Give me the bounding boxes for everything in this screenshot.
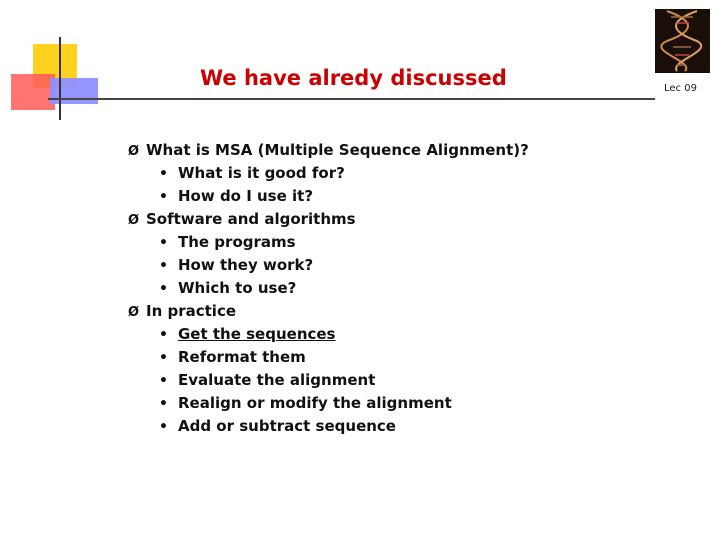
sub-bullet-item xyxy=(128,163,708,186)
round-bullet-icon: • xyxy=(159,419,168,435)
round-bullet-icon: • xyxy=(159,166,168,182)
arrow-bullet-icon: Ø xyxy=(128,305,140,320)
sub-bullet-item xyxy=(128,255,708,278)
sub-bullet-text: How they work? xyxy=(178,256,314,274)
sub-bullet-item xyxy=(128,324,708,347)
round-bullet-icon: • xyxy=(159,373,168,389)
sub-bullet-text: How do I use it? xyxy=(178,187,314,205)
round-bullet-icon: • xyxy=(159,281,168,297)
sub-bullet-item xyxy=(128,393,708,416)
decor-vertical-line xyxy=(59,37,61,120)
sub-bullet-item xyxy=(128,370,708,393)
arrow-bullet-icon: Ø xyxy=(128,144,140,159)
sub-bullet-text: Evaluate the alignment xyxy=(178,371,376,389)
bullet-list xyxy=(128,140,708,439)
dna-helix-logo-icon xyxy=(655,9,710,73)
decor-blue-bar xyxy=(50,78,98,104)
sub-bullet-text: Realign or modify the alignment xyxy=(178,394,452,412)
sub-bullet-text: Get the sequences xyxy=(178,325,336,343)
sub-bullet-item xyxy=(128,416,708,439)
round-bullet-icon: • xyxy=(159,350,168,366)
sub-bullet-text: The programs xyxy=(178,233,296,251)
sub-bullet-item xyxy=(128,278,708,301)
lecture-label: Lec 09 xyxy=(664,83,697,94)
sub-bullet-text: Reformat them xyxy=(178,348,306,366)
bullet-item xyxy=(128,140,708,163)
sub-bullet-text: Add or subtract sequence xyxy=(178,417,396,435)
sub-bullet-item xyxy=(128,347,708,370)
round-bullet-icon: • xyxy=(159,189,168,205)
round-bullet-icon: • xyxy=(159,396,168,412)
sub-bullet-item xyxy=(128,232,708,255)
decor-red-square xyxy=(11,74,55,110)
title-underline xyxy=(48,98,655,100)
sub-bullet-text: Which to use? xyxy=(178,279,297,297)
sub-bullet-text: What is it good for? xyxy=(178,164,345,182)
bullet-item xyxy=(128,301,708,324)
bullet-text: Software and algorithms xyxy=(146,210,356,228)
sub-bullet-item xyxy=(128,186,708,209)
bullet-text: In practice xyxy=(146,302,237,320)
round-bullet-icon: • xyxy=(159,258,168,274)
bullet-text: What is MSA (Multiple Sequence Alignment)? xyxy=(146,141,529,159)
round-bullet-icon: • xyxy=(159,327,168,343)
slide-title: We have alredy discussed xyxy=(200,66,507,90)
round-bullet-icon: • xyxy=(159,235,168,251)
bullet-item xyxy=(128,209,708,232)
arrow-bullet-icon: Ø xyxy=(128,213,140,228)
